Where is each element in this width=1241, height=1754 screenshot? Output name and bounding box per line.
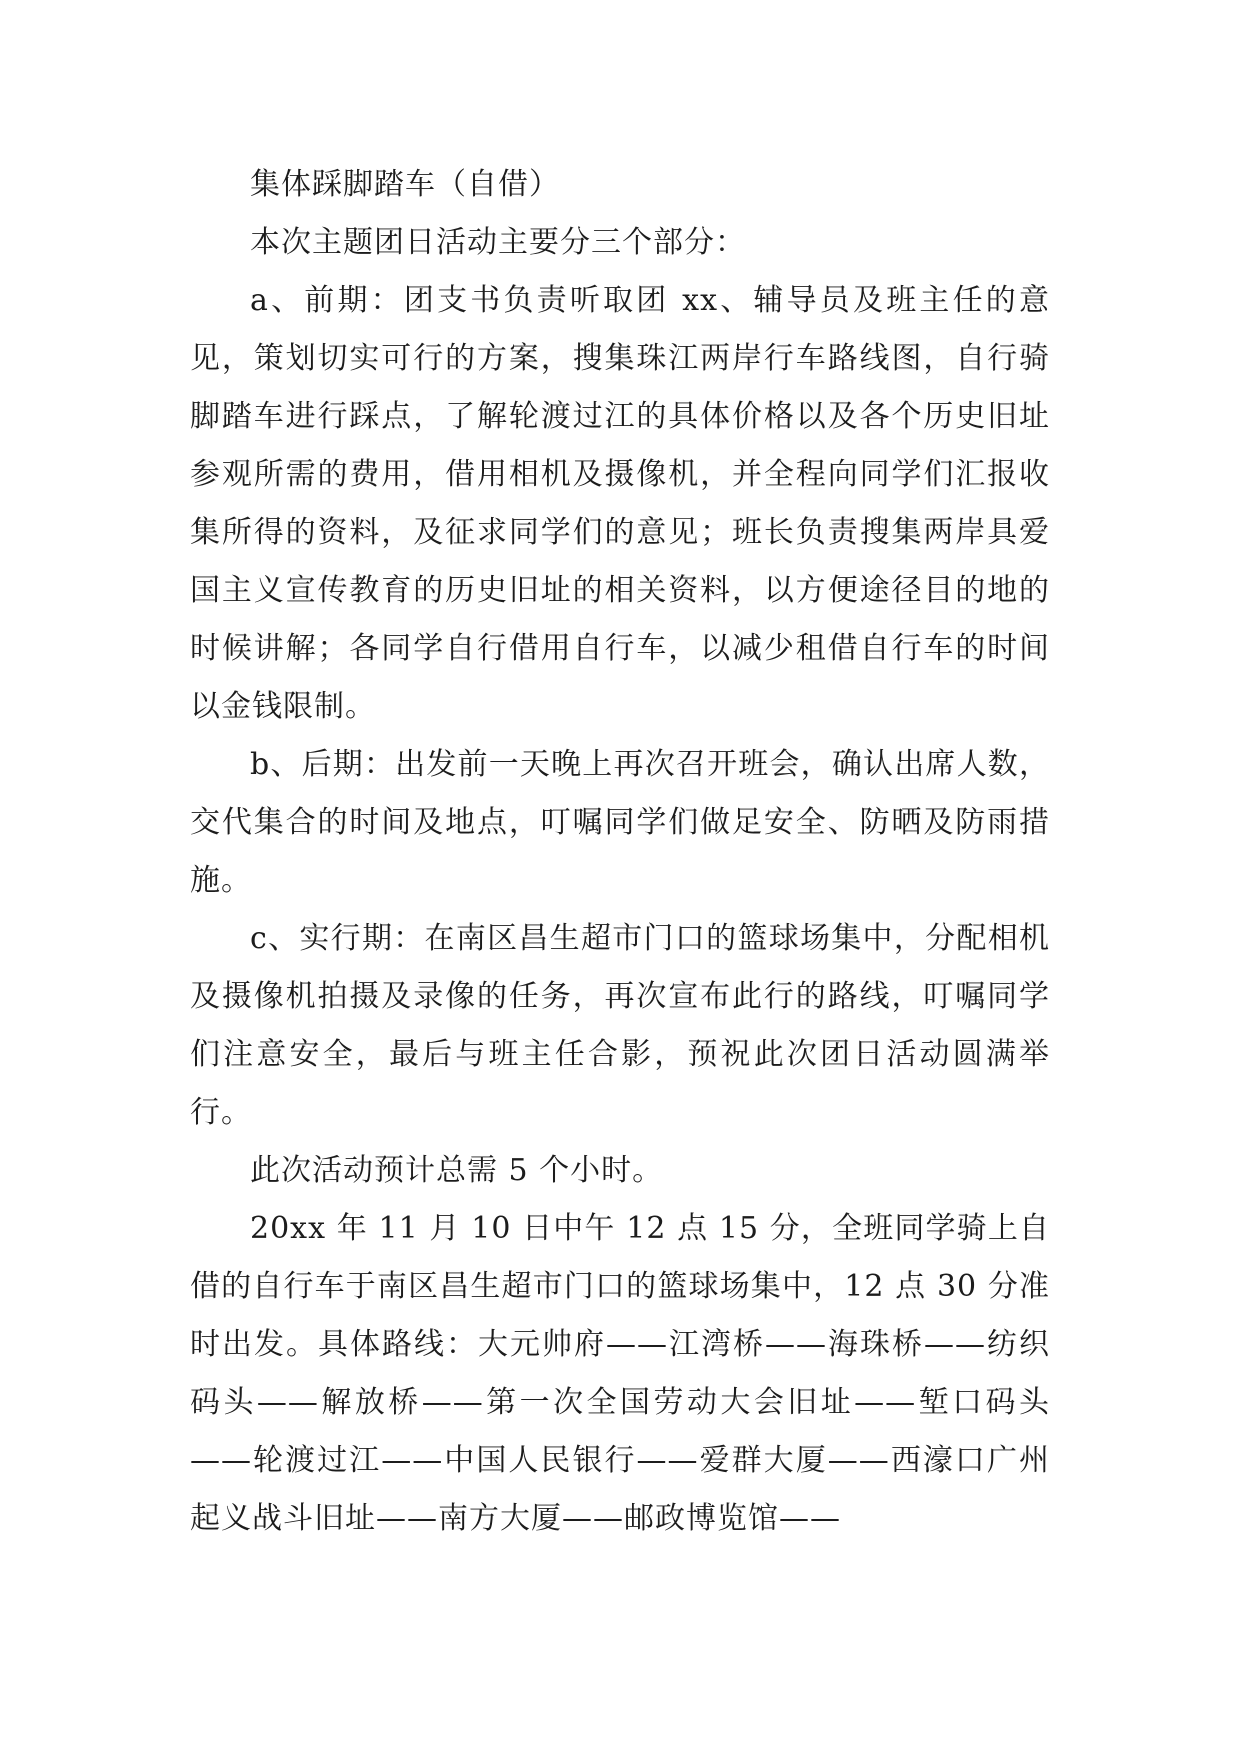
paragraph-preparation-phase: a、前期：团支书负责听取团 xx、辅导员及班主任的意见，策划切实可行的方案，搜集珠江两岸行车路线图，自行骑脚踏车进行踩点，了解轮渡过江的具体价格以及各个历史旧址参观所需的费用，借用相机及摄像机，并全程向同学们汇报收集所得的资料，及征求同学们的意见；班长负责搜集两岸具爱国主义宣传教育的历史旧址的相关资料，以方便途径目的地的时候讲解；各同学自行借用自行车，以减少租借自行车的时间以金钱限制。 — [190, 283, 1050, 724]
paragraph-later-phase: b、后期：出发前一天晚上再次召开班会，确认出席人数，交代集合的时间及地点，叮嘱同学们做足安全、防晒及防雨措施。 — [190, 747, 1050, 898]
paragraph-activity-parts: 本次主题团日活动主要分三个部分： — [250, 225, 746, 260]
paragraph-execution-phase: c、实行期：在南区昌生超市门口的篮球场集中，分配相机及摄像机拍摄及录像的任务，再次宣布此行的路线，叮嘱同学们注意安全，最后与班主任合影，预祝此次团日活动圆满举行。 — [190, 921, 1050, 1130]
paragraph-heading-cycling: 集体踩脚踏车（自借） — [250, 167, 560, 202]
paragraph-duration: 此次活动预计总需 5 个小时。 — [250, 1153, 664, 1188]
paragraph-route: 20xx 年 11 月 10 日中午 12 点 15 分，全班同学骑上自借的自行车于南区昌生超市门口的篮球场集中，12 点 30 分准时出发。具体路线：大元帅府——江湾桥——海珠桥——纺织码头——解放桥——第一次全国劳动大会旧址——堑口码头——轮渡过江——中国人民银行——爱群大厦——西濠口广州起义战斗旧址——南方大厦——邮政博览馆—— — [190, 1211, 1050, 1536]
document-body — [190, 156, 1050, 1548]
